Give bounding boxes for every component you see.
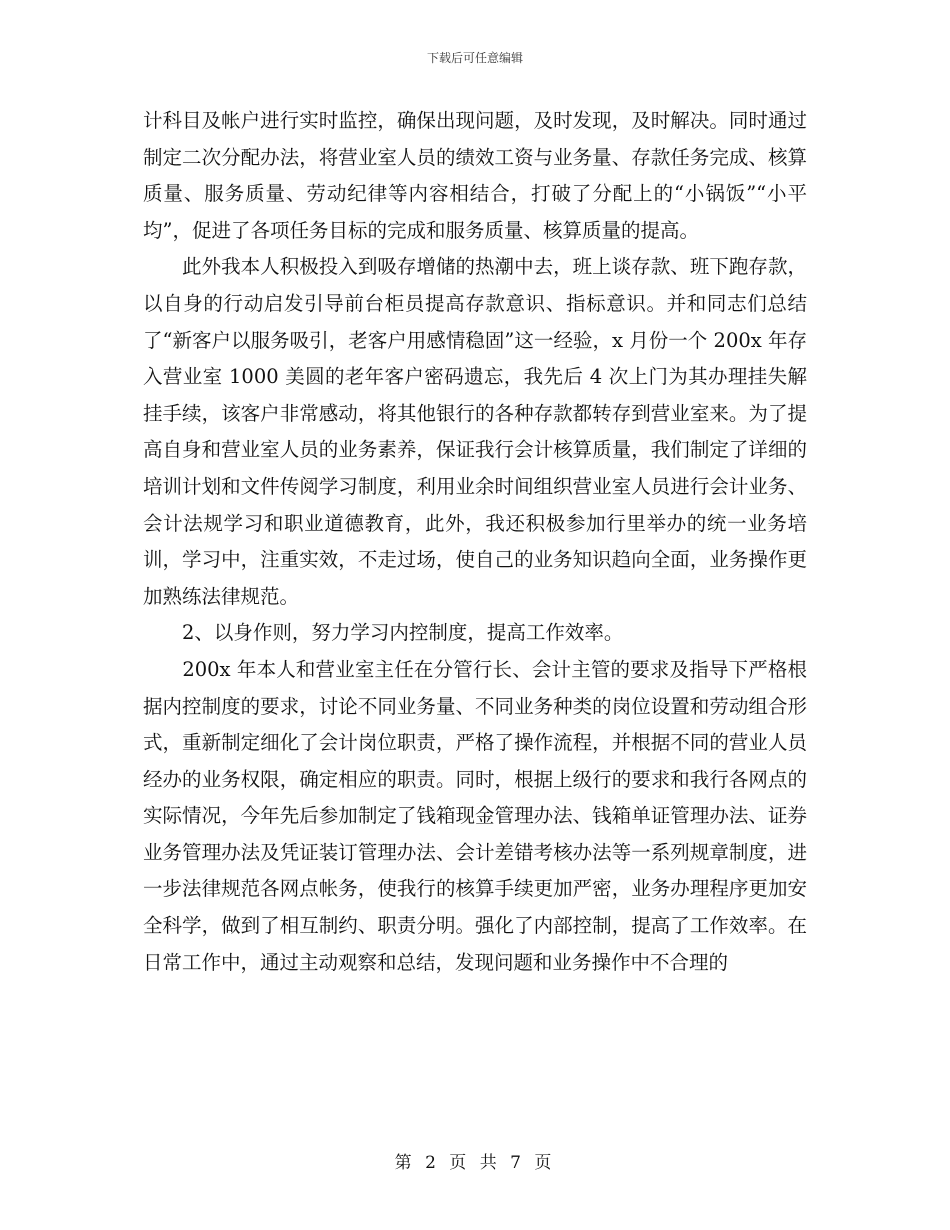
paragraph-1: 计科目及帐户进行实时监控，确保出现问题，及时发现，及时解决。同时通过制定二次分配办法，将营业室人员的绩效工资与业务量、存款任务完成、核算质量、服务质量、劳动纪律等内容相结合，打破了分配上的“小锅饭”“小平均”，促进了各项任务目标的完成和服务质量、核算质量的提高。 [143, 109, 807, 242]
paragraph-3-heading: 2、以身作则，努力学习内控制度，提高工作效率。 [143, 621, 624, 645]
page-footer: 第 2 页 共 7 页 [394, 1153, 556, 1173]
page-header: 下载后可任意编辑 [426, 51, 523, 65]
document-body [143, 103, 807, 981]
paragraph-2: 此外我本人积极投入到吸存增储的热潮中去，班上谈存款、班下跑存款，以自身的行动启发引导前台柜员提高存款意识、指标意识。并和同志们总结了“新客户以服务吸引，老客户用感情稳固”这一经验，x 月份一个 200x 年存入营业室 1000 美圆的老年客户密码遗忘，我先后 4 次上门为其办理挂失解挂手续，该客户非常感动，将其他银行的各种存款都转存到营业室来。为了提高自身和营业室人员的业务素养，保证我行会计核算质量，我们制定了详细的培训计划和文件传阅学习制度，利用业余时间组织营业室人员进行会计业务、会计法规学习和职业道德教育，此外，我还积极参加行里举办的统一业务培训，学习中，注重实效，不走过场，使自己的业务知识趋向全面，业务操作更加熟练法律规范。 [143, 255, 807, 608]
paragraph-4: 200x 年本人和营业室主任在分管行长、会计主管的要求及指导下严格根据内控制度的要求，讨论不同业务量、不同业务种类的岗位设置和劳动组合形式，重新制定细化了会计岗位职责，严格了操作流程，并根据不同的营业人员经办的业务权限，确定相应的职责。同时，根据上级行的要求和我行各网点的实际情况，今年先后参加制定了钱箱现金管理办法、钱箱单证管理办法、证券业务管理办法及凭证装订管理办法、会计差错考核办法等一系列规章制度，进一步法律规范各网点帐务，使我行的核算手续更加严密，业务办理程序更加安全科学，做到了相互制约、职责分明。强化了内部控制，提高了工作效率。在日常工作中，通过主动观察和总结，发现问题和业务操作中不合理的 [143, 657, 807, 974]
